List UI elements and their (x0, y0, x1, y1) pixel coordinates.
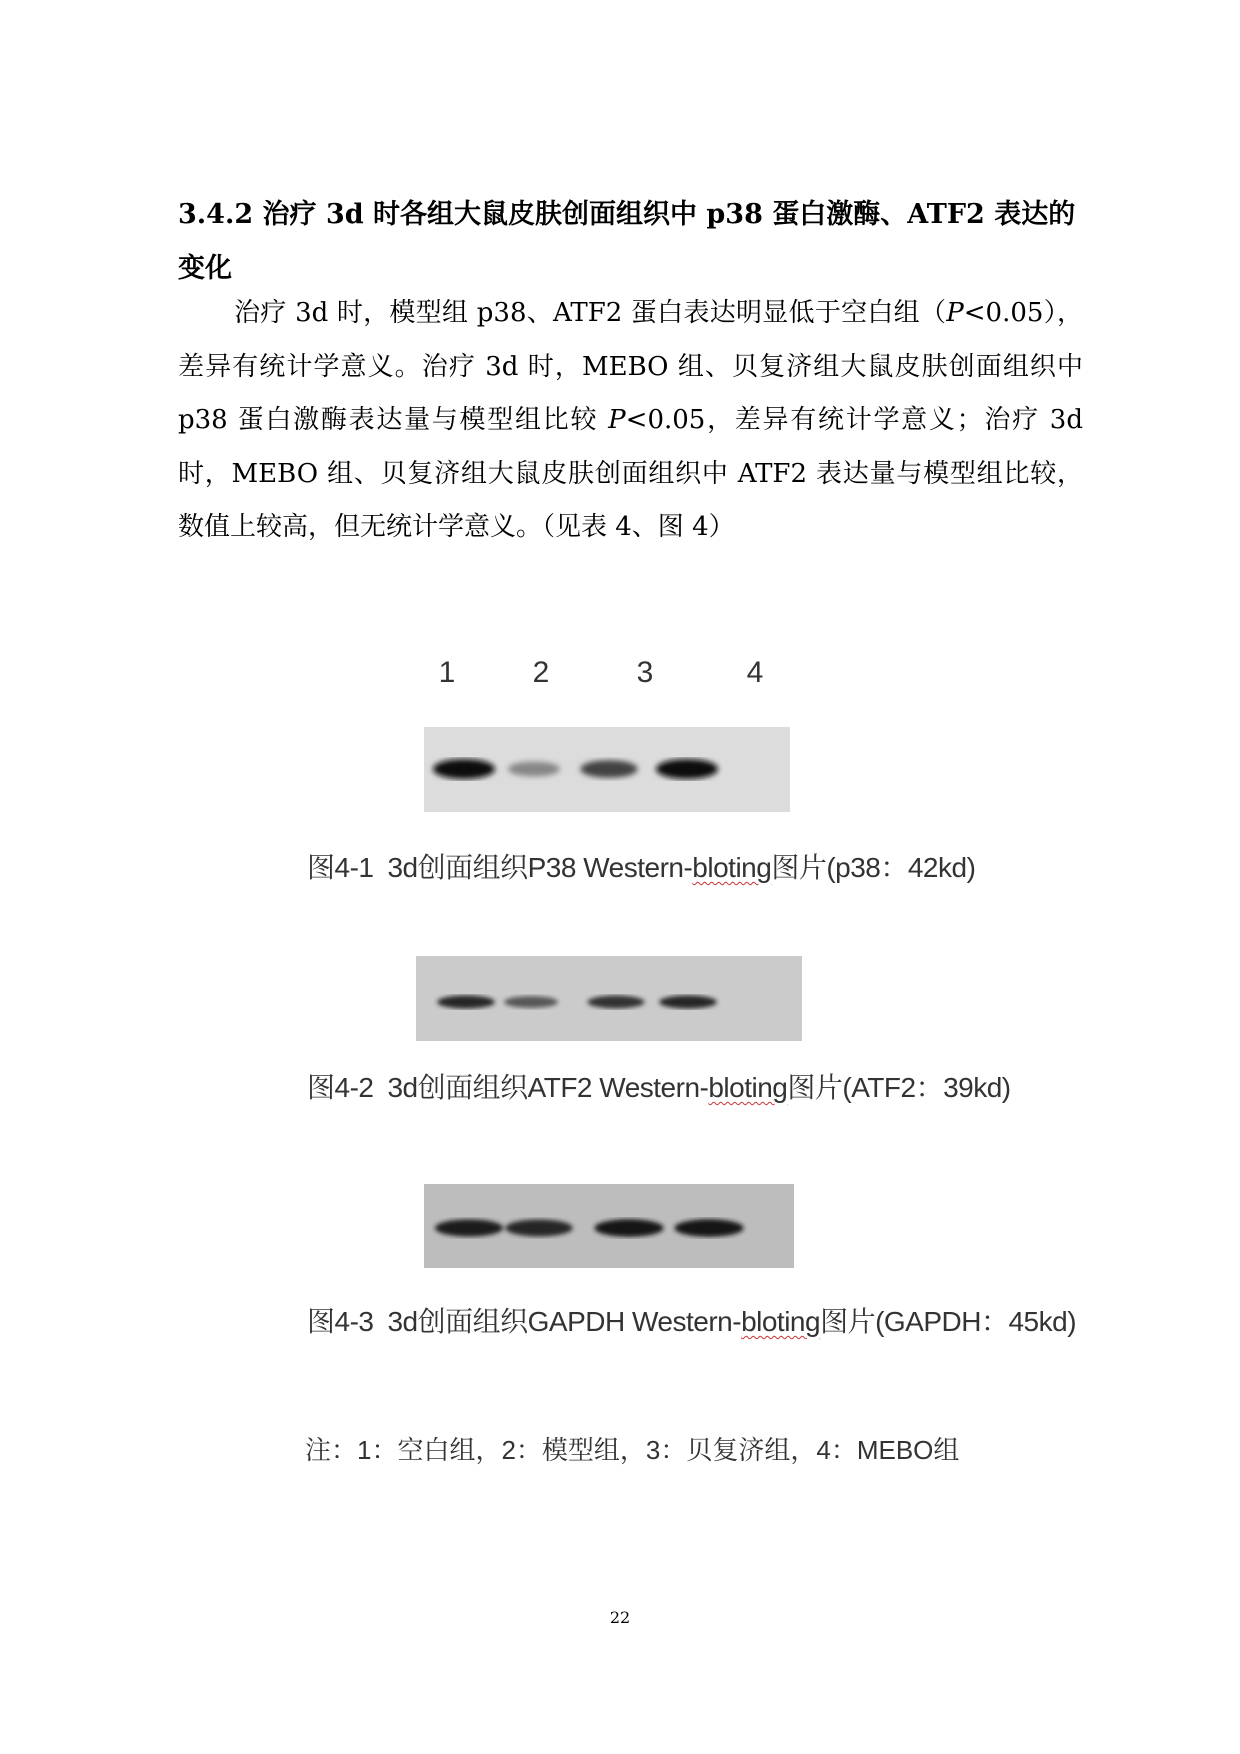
blot-band-lane-1 (435, 1219, 503, 1236)
blot-band-lane-3 (588, 996, 645, 1009)
figure-note: 注：1：空白组，2：模型组，3：贝复济组，4：MEBO组 (305, 1435, 960, 1465)
blot-band-lane-3 (580, 760, 637, 778)
blot-gapdh-svg (424, 1184, 794, 1268)
caption-text: 3d创面组织GAPDH Western- (387, 1306, 742, 1337)
paragraph-text: <0.05，差异有统计学意义；治疗 3d 时，MEBO 组、贝复济组大鼠皮肤创面组织中 ATF2 表达量与模型组比较，数值上较高，但无统计学意义。（见表 4、图 4） (178, 405, 1083, 542)
blot-band-lane-2 (508, 762, 560, 777)
blot-p38-image (424, 727, 790, 812)
blot-band-lane-1 (437, 995, 495, 1008)
blot-band-lane-3 (594, 1219, 663, 1237)
caption-text: 图片(ATF2：39kd) (787, 1072, 1011, 1103)
page-number: 22 (609, 1608, 631, 1627)
section-heading: 3.4.2 治疗 3d 时各组大鼠皮肤创面组织中 p38 蛋白激酶、ATF2 表达的变化 (178, 199, 1076, 284)
caption-number: 图4-3 (307, 1306, 374, 1337)
blot-gapdh-image (424, 1184, 794, 1268)
blot-band-lane-4 (674, 1219, 743, 1237)
caption-number: 图4-1 (307, 852, 374, 883)
caption-text: 3d创面组织P38 Western- (387, 852, 693, 883)
paragraph-text: <0.05），差异有统计学意义。治疗 3d 时，MEBO 组、贝复济组大鼠皮肤创面组织中 p38 蛋白激酶表达量与模型组比较 (178, 298, 1083, 435)
lane-number: 2 (532, 656, 550, 689)
blot-atf2-svg (416, 956, 802, 1041)
caption-text: 图片(p38：42kd) (771, 852, 976, 883)
lane-number: 1 (438, 656, 456, 689)
figure-caption-4-1 (307, 846, 975, 886)
paragraph-text: 治疗 3d 时，模型组 p38、ATF2 蛋白表达明显低于空白组（ (234, 298, 947, 328)
caption-number: 图4-2 (307, 1072, 374, 1103)
p-value-symbol: P (946, 298, 964, 328)
caption-text: 3d创面组织ATF2 Western- (387, 1072, 709, 1103)
blot-band-lane-4 (659, 995, 717, 1008)
lane-number: 3 (636, 656, 654, 689)
blot-atf2-image (416, 956, 802, 1041)
blot-band-lane-4 (656, 759, 718, 779)
blot-band-lane-2 (505, 1220, 572, 1237)
body-paragraph (178, 287, 1083, 555)
caption-text: bloting (692, 852, 772, 883)
blot-p38-svg (424, 727, 790, 812)
blot-band-lane-1 (433, 759, 495, 779)
caption-text: bloting (708, 1072, 788, 1103)
lane-numbers (0, 656, 1240, 696)
lane-number: 4 (746, 656, 764, 689)
caption-text: bloting (741, 1306, 821, 1337)
p-value-symbol: P (608, 405, 626, 435)
figure-caption-4-2 (307, 1066, 1011, 1106)
blot-band-lane-2 (504, 996, 558, 1008)
caption-text: 图片(GAPDH：45kd) (820, 1306, 1077, 1337)
figure-caption-4-3 (307, 1300, 1076, 1340)
